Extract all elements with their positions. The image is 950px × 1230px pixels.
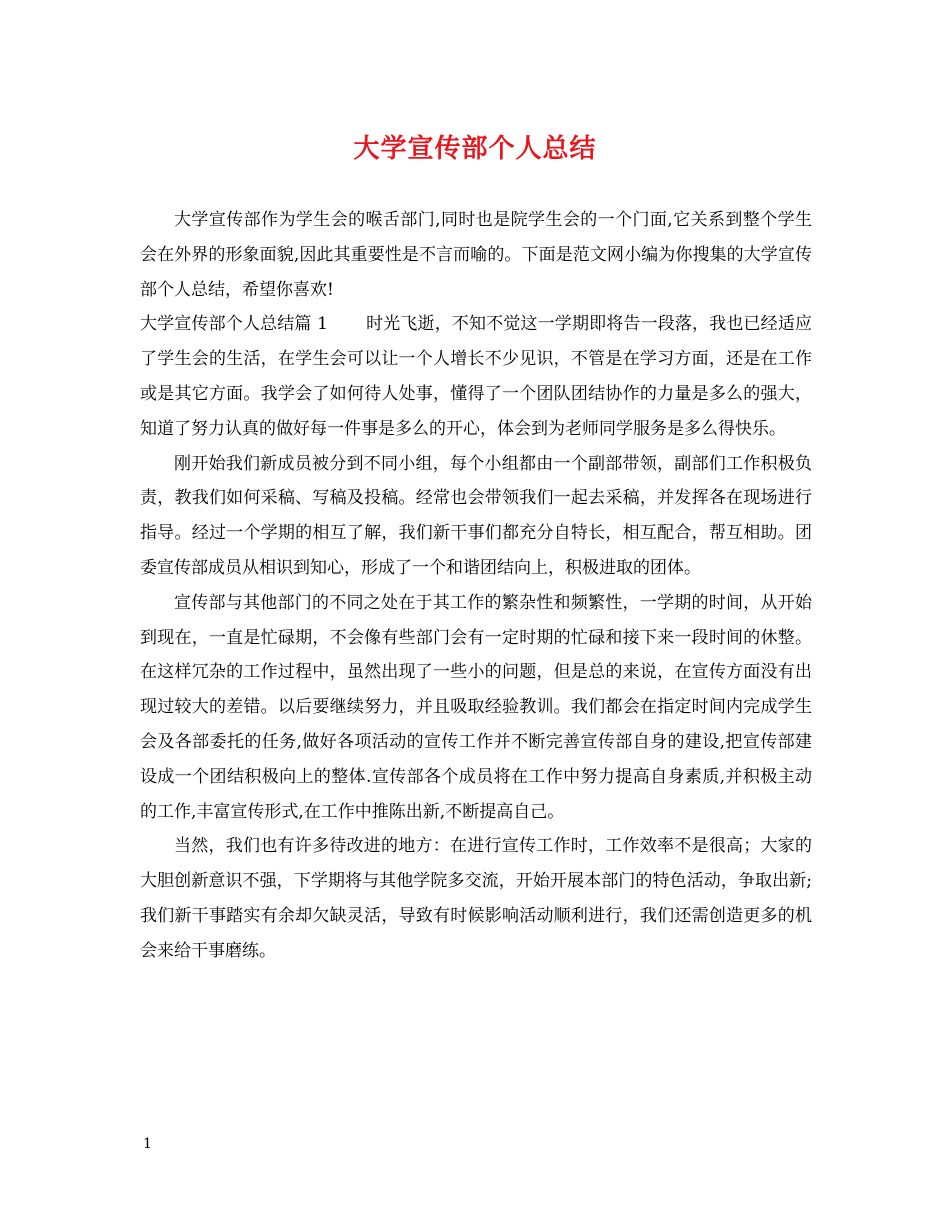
body-paragraph: 宣传部与其他部门的不同之处在于其工作的繁杂性和频繁性，一学期的时间，从开始到现在，一直是忙碌期，不会像有些部门会有一定时期的忙碌和接下来一段时间的休整。在这样冗杂的工作过程中，虽然出现了一些小的问题，但是总的来说，在宣传方面没有出现过较大的差错。以后要继续努力，并且吸取经验教训。我们都会在指定时间内完成学生会及各部委托的任务,做好各项活动的宣传工作并不断完善宣传部自身的建设,把宣传部建设成一个团结积极向上的整体.宣传部各个成员将在工作中努力提高自身素质,并积极主动的工作,丰富宣传形式,在工作中推陈出新,不断提高自己。 bbox=[140, 592, 812, 822]
intro-paragraph: 大学宣传部作为学生会的喉舌部门,同时也是院学生会的一个门面,它关系到整个学生会在外界的形象面貌,因此其重要性是不言而喻的。下面是范文网小编为你搜集的大学宣传部个人总结，希望你喜欢! bbox=[140, 210, 812, 300]
section-paragraph bbox=[140, 307, 812, 446]
body-paragraph: 当然，我们也有许多待改进的地方：在进行宣传工作时，工作效率不是很高；大家的大胆创新意识不强，下学期将与其他学院多交流，开始开展本部门的特色活动，争取出新;我们新干事踏实有余却欠缺灵活，导致有时候影响活动顺利进行，我们还需创造更多的机会来给干事磨练。 bbox=[140, 836, 812, 961]
body-paragraph: 刚开始我们新成员被分到不同小组，每个小组都由一个副部带领，副部们工作积极负责，教我们如何采稿、写稿及投稿。经常也会带领我们一起去采稿，并发挥各在现场进行指导。经过一个学期的相互了解，我们新干事们都充分自特长，相互配合，帮互相助。团委宣传部成员从相识到知心，形成了一个和谐团结向上，积极进取的团体。 bbox=[140, 453, 812, 578]
document-title: 大学宣传部个人总结 bbox=[353, 134, 597, 164]
section-first-paragraph: 时光飞逝，不知不觉这一学期即将告一段落，我也已经适应了学生会的生活，在学生会可以让一个人增长不少见识，不管是在学习方面，还是在工作或是其它方面。我学会了如何待人处事，懂得了一个团队团结协作的力量是多么的强大，知道了努力认真的做好每一件事是多么的开心，体会到为老师同学服务是多么得快乐。 bbox=[140, 314, 812, 439]
section-heading: 大学宣传部个人总结篇 1 bbox=[140, 314, 328, 335]
document-body bbox=[140, 203, 812, 969]
page-number: 1 bbox=[143, 1136, 152, 1152]
